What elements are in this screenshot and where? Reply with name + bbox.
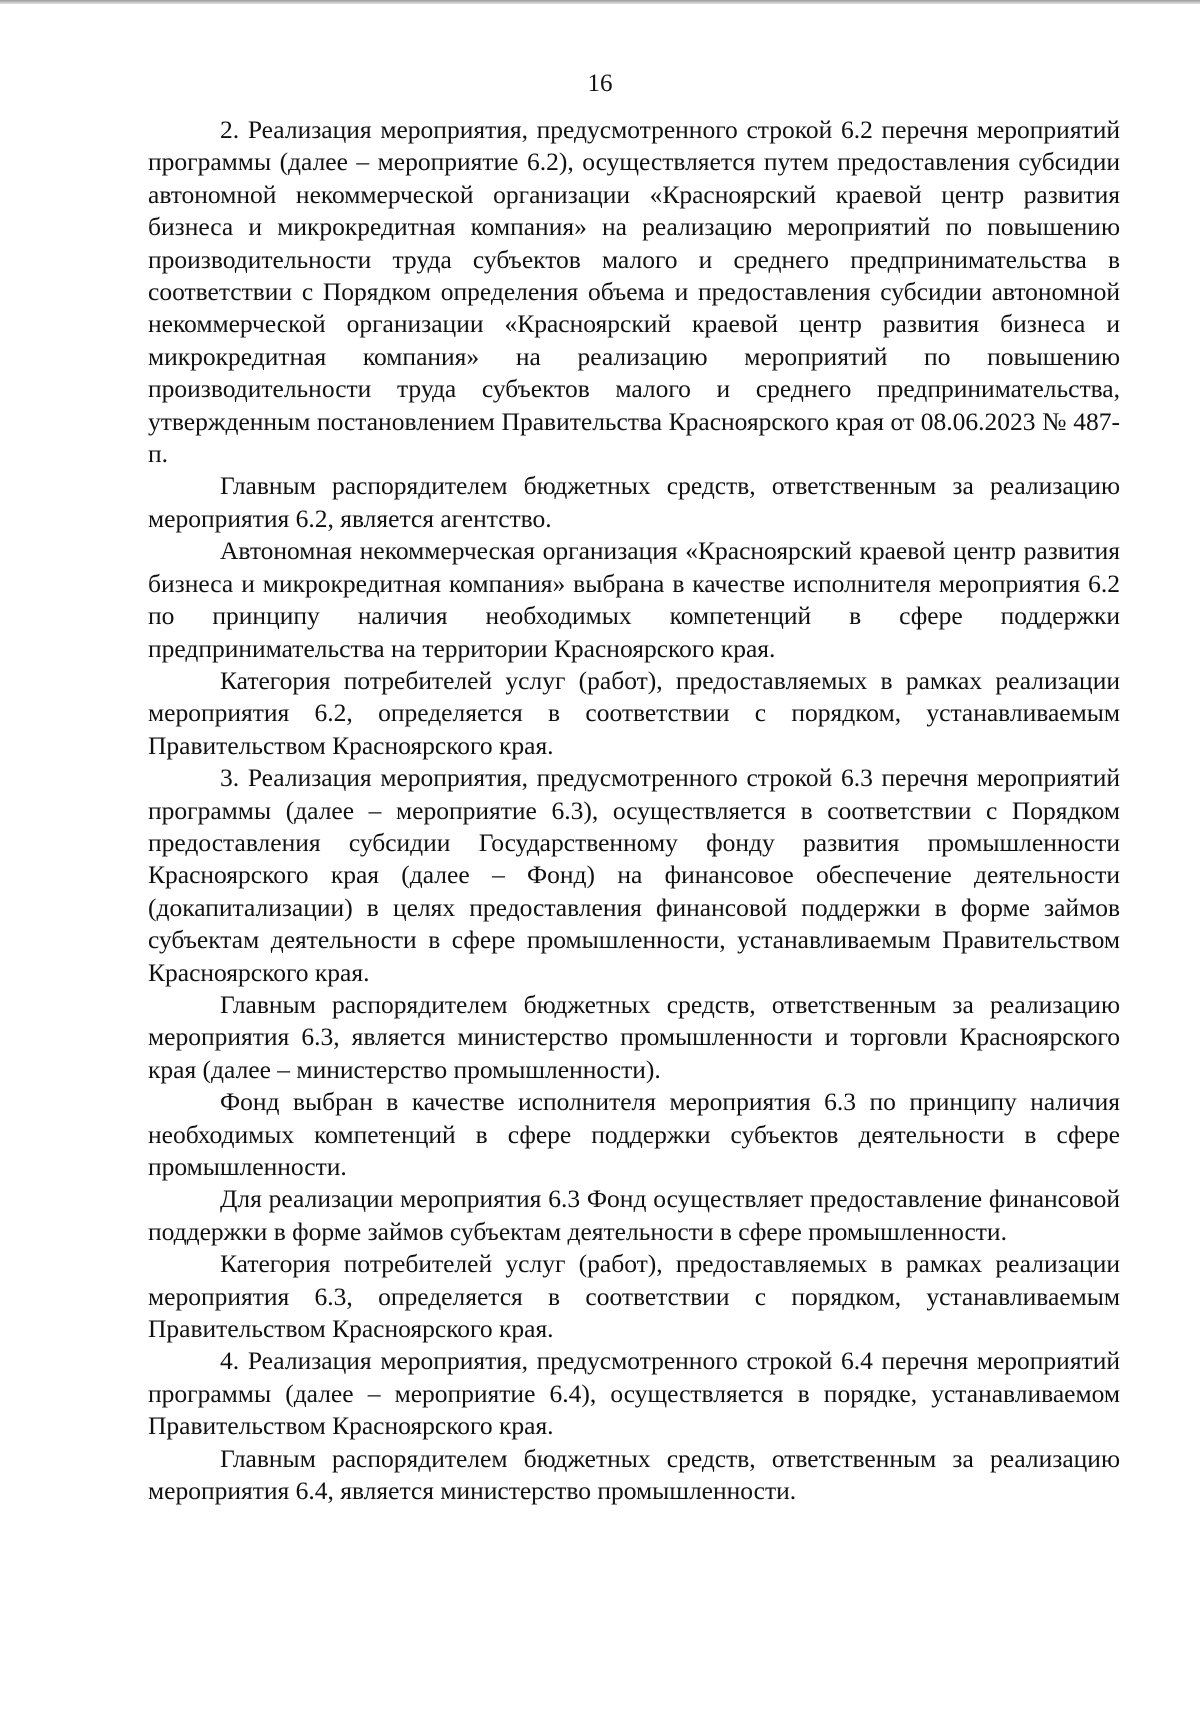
paragraph-support-6-3: Для реализации мероприятия 6.3 Фонд осуществляет предоставление финансовой поддержки в форме займов субъектам деятельности в сфере промышленности. — [148, 1184, 1120, 1246]
page-number: 16 — [587, 70, 613, 97]
paragraph-executor-6-2: Автономная некоммерческая организация «Красноярский краевой центр развития бизнеса и микрокредитная компания» выбрана в качестве исполнителя мероприятия 6.2 по принципу наличия необходимых компетенций в сфере поддержки предпринимательства на территории Красноярского края. — [148, 536, 1120, 663]
document-body — [148, 114, 1120, 1507]
paragraph-responsible-6-3: Главным распорядителем бюджетных средств, ответственным за реализацию мероприятия 6.3, является министерство промышленности и торговли Красноярского края (далее – министерство промышленности). — [148, 989, 1120, 1084]
paragraph-responsible-6-2: Главным распорядителем бюджетных средств, ответственным за реализацию мероприятия 6.2, является агентство. — [148, 471, 1120, 533]
paragraph-item-6-3: 3. Реализация мероприятия, предусмотренного строкой 6.3 перечня мероприятий программы (далее – мероприятие 6.3), осуществляется в соответствии с Порядком предоставления субсидии Государственному фонду развития промышленности Красноярского края (далее – Фонд) на финансовое обеспечение деятельности (докапитализации) в целях предоставления финансовой поддержки в форме займов субъектам деятельности в сфере промышленности, устанавливаемым Правительством Красноярского края. — [148, 763, 1120, 987]
paragraph-executor-6-3: Фонд выбран в качестве исполнителя мероприятия 6.3 по принципу наличия необходимых компетенций в сфере поддержки субъектов деятельности в сфере промышленности. — [148, 1087, 1120, 1181]
paragraph-item-6-2: 2. Реализация мероприятия, предусмотренного строкой 6.2 перечня мероприятий программы (далее – мероприятие 6.2), осуществляется путем предоставления субсидии автономной некоммерческой организации «Красноярский краевой центр развития бизнеса и микрокредитная компания» на реализацию мероприятий по повышению производительности труда субъектов малого и среднего предпринимательства в соответствии с Порядком определения объема и предоставления субсидии автономной некоммерческой организации «Красноярский краевой центр развития бизнеса и микрокредитная компания» на реализацию мероприятий по повышению производительности труда субъектов малого и среднего предпринимательства, утвержденным постановлением Правительства Красноярского края от 08.06.2023 № 487-п. — [148, 115, 1120, 469]
paragraph-responsible-6-4: Главным распорядителем бюджетных средств, ответственным за реализацию мероприятия 6.4, является министерство промышленности. — [148, 1443, 1120, 1506]
paragraph-consumers-6-2: Категория потребителей услуг (работ), предоставляемых в рамках реализации мероприятия 6.2, определяется в соответствии с порядком, устанавливаемым Правительством Красноярского края. — [148, 665, 1120, 760]
paragraph-item-6-4: 4. Реализация мероприятия, предусмотренного строкой 6.4 перечня мероприятий программы (далее – мероприятие 6.4), осуществляется в порядке, устанавливаемом Правительством Красноярского края. — [148, 1346, 1120, 1441]
scan-top-edge — [0, 0, 1200, 4]
paragraph-consumers-6-3: Категория потребителей услуг (работ), предоставляемых в рамках реализации мероприятия 6.3, определяется в соответствии с порядком, устанавливаемым Правительством Красноярского края. — [148, 1249, 1120, 1344]
